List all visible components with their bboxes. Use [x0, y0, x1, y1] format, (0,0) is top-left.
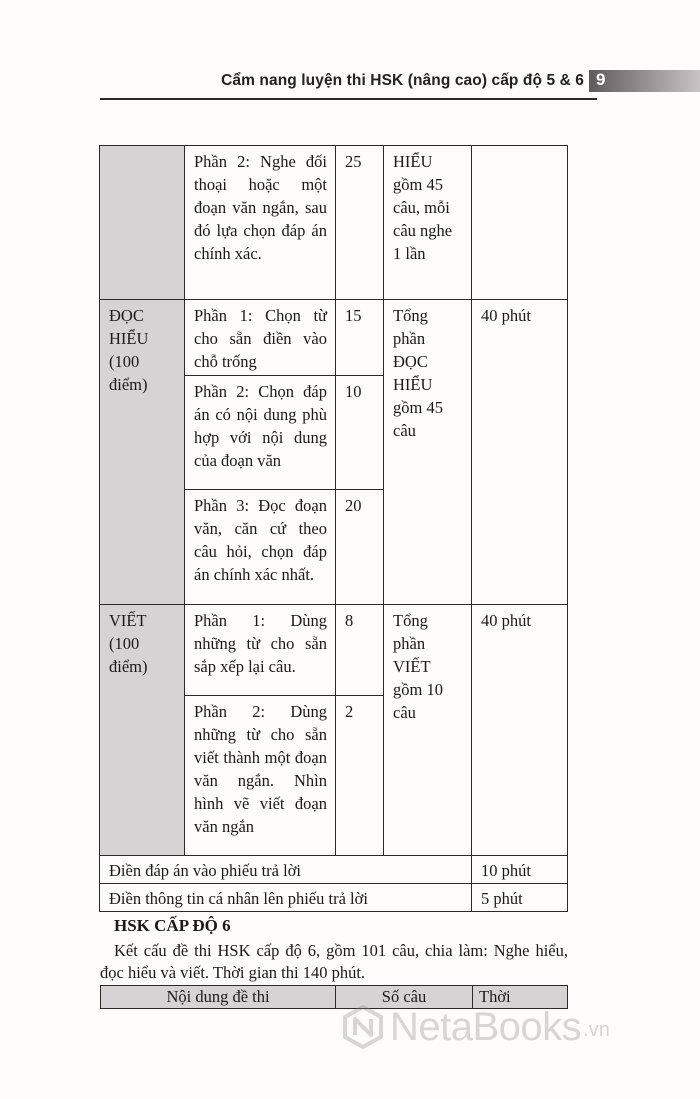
- answer-sheet-label: Điền đáp án vào phiếu trả lời: [100, 856, 472, 884]
- table-row: [100, 605, 568, 696]
- book-title: Cẩm nang luyện thi HSK (nâng cao) cấp độ 5 & 6: [221, 72, 584, 89]
- writing-part1-count: 8: [336, 605, 384, 696]
- page-number: 9: [596, 70, 606, 89]
- reading-time: 40 phút: [472, 300, 568, 605]
- personal-info-label: Điền thông tin cá nhân lên phiếu trả lời: [100, 884, 472, 912]
- writing-part2-content: Phần 2: Dùng những từ cho sẵn viết thành một đoạn văn ngắn. Nhìn hình vẽ viết đoạn văn ngắn: [185, 696, 336, 856]
- running-header: [0, 72, 700, 98]
- listening-part2-count: 25: [336, 146, 384, 300]
- watermark-brand: NetaBooks: [390, 1004, 582, 1049]
- table-row: [100, 300, 568, 376]
- writing-part1-content: Phần 1: Dùng những từ cho sẵn sắp xếp lại câu.: [185, 605, 336, 696]
- reading-part2-count: 10: [336, 376, 384, 490]
- listening-time-cell: [472, 146, 568, 300]
- listening-total: HIỂU gồm 45 câu, mỗi câu nghe 1 lần: [384, 146, 472, 300]
- reading-part1-count: 15: [336, 300, 384, 376]
- reading-label: ĐỌC HIỂU (100 điểm): [100, 300, 185, 605]
- reading-part1-content: Phần 1: Chọn từ cho sẵn điền vào chỗ trống: [185, 300, 336, 376]
- reading-total: Tổng phần ĐỌC HIỂU gồm 45 câu: [384, 300, 472, 605]
- reading-part3-content: Phần 3: Đọc đoạn văn, căn cứ theo câu hỏi, chọn đáp án chính xác nhất.: [185, 490, 336, 605]
- personal-info-time: 5 phút: [472, 884, 568, 912]
- column-header-time: Thời: [473, 986, 568, 1009]
- netabooks-logo-icon: [340, 1004, 386, 1050]
- writing-label: VIẾT (100 điểm): [100, 605, 185, 856]
- writing-total: Tổng phần VIẾT gồm 10 câu: [384, 605, 472, 856]
- table-row: [100, 146, 568, 300]
- reading-part2-content: Phần 2: Chọn đáp án có nội dung phù hợp với nội dung của đoạn văn: [185, 376, 336, 490]
- table-row: [100, 884, 568, 912]
- table-row: [100, 856, 568, 884]
- listening-label-cell: [100, 146, 185, 300]
- answer-sheet-time: 10 phút: [472, 856, 568, 884]
- writing-part2-count: 2: [336, 696, 384, 856]
- section-title-level6: HSK CẤP ĐỘ 6: [114, 916, 231, 935]
- column-header-count: Số câu: [336, 986, 473, 1009]
- listening-part2-content: Phần 2: Nghe đối thoại hoặc một đoạn văn ngắn, sau đó lựa chọn đáp án chính xác.: [185, 146, 336, 300]
- exam-structure-table: [99, 145, 568, 912]
- writing-time: 40 phút: [472, 605, 568, 856]
- page-number-tab: [589, 70, 700, 92]
- reading-part3-count: 20: [336, 490, 384, 605]
- watermark: [340, 1004, 610, 1050]
- level6-description: Kết cấu đề thi HSK cấp độ 6, gồm 101 câu, chia làm: Nghe hiểu, đọc hiểu và viết. Thời gian thi 140 phút.: [100, 941, 568, 982]
- watermark-suffix: .vn: [583, 1019, 610, 1041]
- header-rule: [100, 98, 597, 100]
- column-header-content: Nội dung đề thi: [101, 986, 336, 1009]
